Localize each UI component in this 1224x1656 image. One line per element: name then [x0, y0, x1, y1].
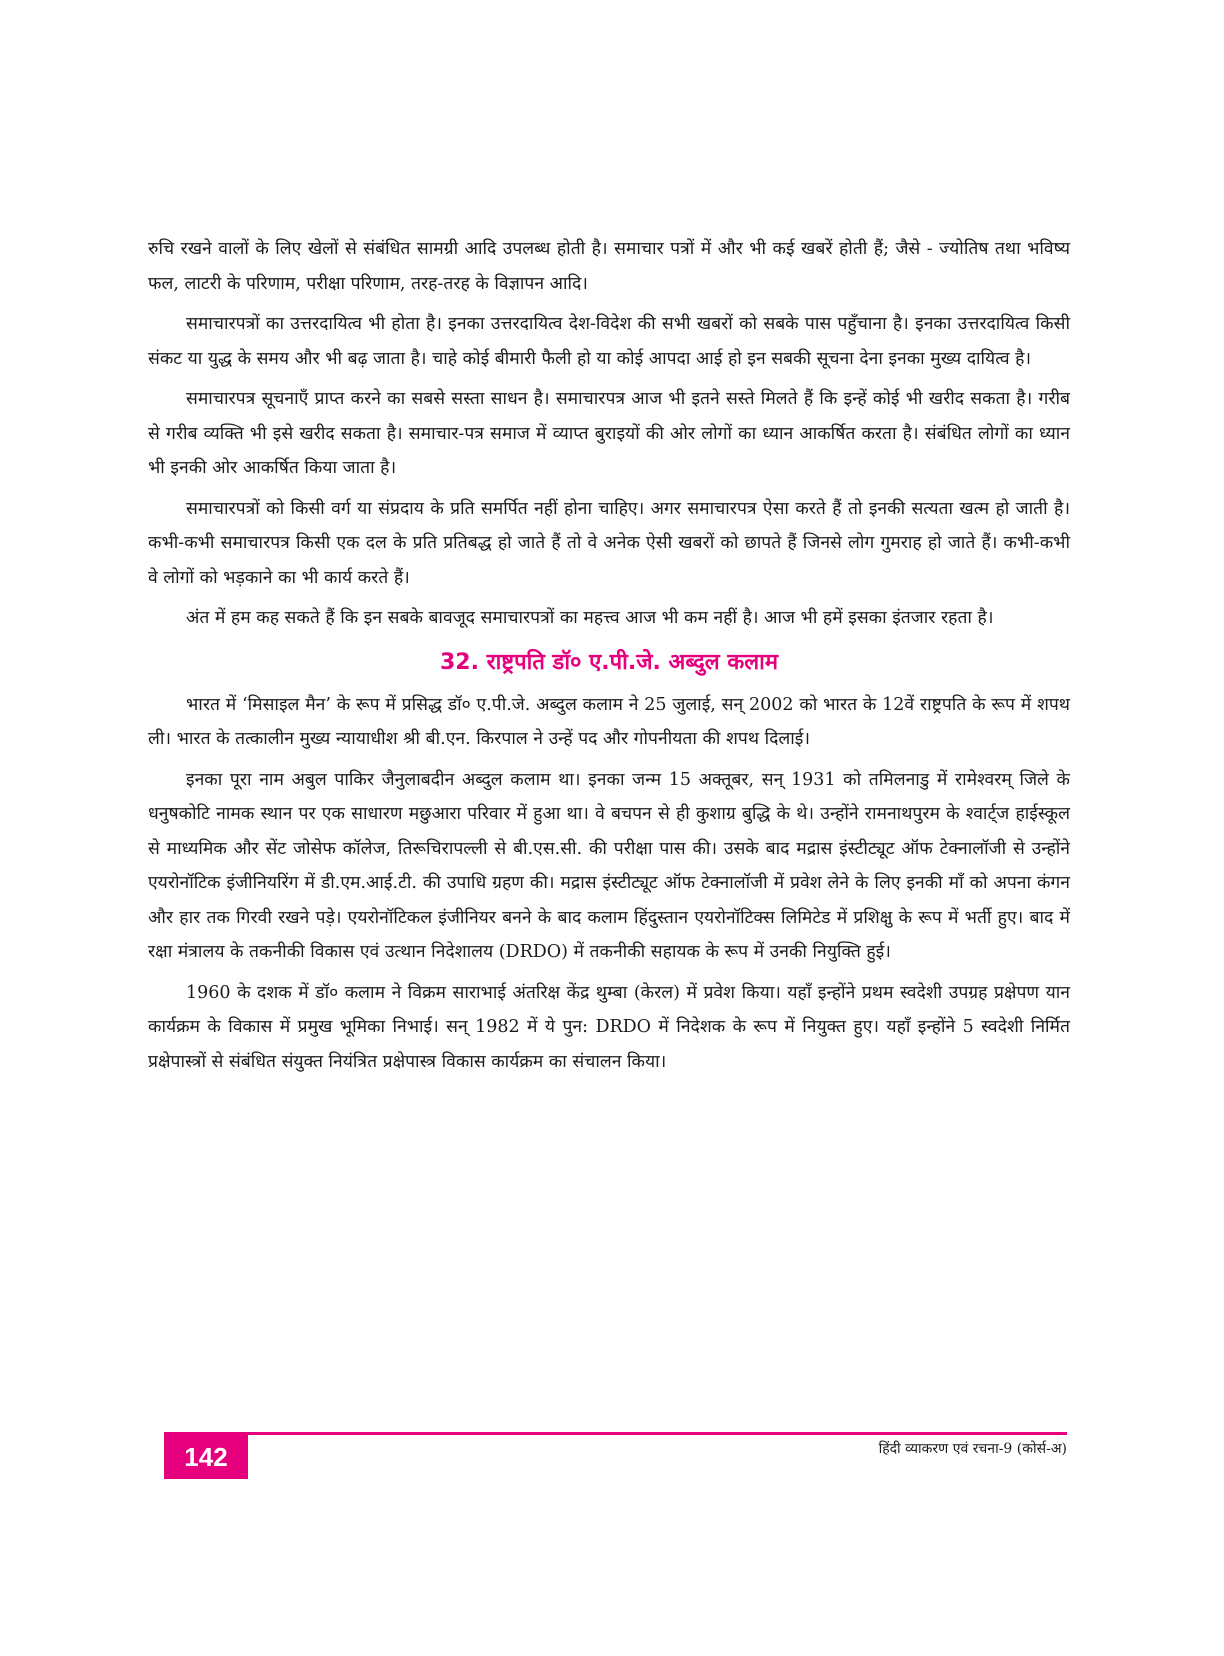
paragraph: 1960 के दशक में डॉ० कलाम ने विक्रम साराभाई अंतरिक्ष केंद्र थुम्बा (केरल) में प्रवेश किया। यहाँ इन्होंने प्रथम स्वदेशी उपग्रह प्रक्षेपण यान कार्यक्रम के विकास में प्रमुख भूमिका निभाई। सन् 1982 में ये पुन: DRDO में निदेशक के रूप में नियुक्त हुए। यहाँ इन्होंने 5 स्वदेशी निर्मित प्रक्षेपास्त्रों से संबंधित संयुक्त नियंत्रित प्रक्षेपास्त्र विकास कार्यक्रम का संचालन किया।	[148, 982, 1070, 1072]
paragraph: रुचि रखने वालों के लिए खेलों से संबंधित सामग्री आदि उपलब्ध होती है। समाचार पत्रों में और भी कई खबरें होती हैं; जैसे - ज्योतिष तथा भविष्य फल, लाटरी के परिणाम, परीक्षा परिणाम, तरह-तरह के विज्ञापन आदि।	[148, 239, 1070, 294]
paragraph: भारत में ‘मिसाइल मैन’ के रूप में प्रसिद्ध डॉ० ए.पी.जे. अब्दुल कलाम ने 25 जुलाई, सन् 2002 को भारत के 12वें राष्ट्रपति के रूप में शपथ ली। भारत के तत्कालीन मुख्य न्यायाधीश श्री बी.एन. किरपाल ने उन्हें पद और गोपनीयता की शपथ दिलाई।	[148, 694, 1070, 749]
paragraph: इनका पूरा नाम अबुल पाकिर जैनुलाबदीन अब्दुल कलाम था। इनका जन्म 15 अक्तूबर, सन् 1931 को तमिलनाडु में रामेश्वरम् जिले के धनुषकोटि नामक स्थान पर एक साधारण मछुआरा परिवार में हुआ था। वे बचपन से ही कुशाग्र बुद्धि के थे। उन्होंने रामनाथपुरम के श्वार्ट्ज हाईस्कूल से माध्यमिक और सेंट जोसेफ कॉलेज, तिरूचिरापल्ली से बी.एस.सी. की परीक्षा पास की। उसके बाद मद्रास इंस्टीट्यूट ऑफ टेक्नालॉजी से उन्होंने एयरोनॉटिक इंजीनियरिंग में डी.एम.आई.टी. की उपाधि ग्रहण की। मद्रास इंस्टीट्यूट ऑफ टेक्नालॉजी में प्रवेश लेने के लिए इनकी माँ को अपना कंगन और हार तक गिरवी रखने पड़े। एयरोनॉटिकल इंजीनियर बनने के बाद कलाम हिंदुस्तान एयरोनॉटिक्स लिमिटेड में प्रशिक्षु के रूप में भर्ती हुए। बाद में रक्षा मंत्रालय के तकनीकी विकास एवं उत्थान निदेशालय (DRDO) में तकनीकी सहायक के रूप में उनकी नियुक्ति हुई।	[148, 769, 1070, 962]
page-number: 142	[164, 1435, 248, 1479]
footer-rule	[164, 1432, 1067, 1435]
page-content	[148, 232, 1070, 1085]
paragraph: समाचारपत्रों को किसी वर्ग या संप्रदाय के प्रति समर्पित नहीं होना चाहिए। अगर समाचारपत्र ऐसा करते हैं तो इनकी सत्यता खत्म हो जाती है। कभी-कभी समाचारपत्र किसी एक दल के प्रति प्रतिबद्ध हो जाते हैं तो वे अनेक ऐसी खबरों को छापते हैं जिनसे लोग गुमराह हो जाते हैं। कभी-कभी वे लोगों को भड़काने का भी कार्य करते हैं।	[148, 498, 1070, 588]
paragraph: समाचारपत्रों का उत्तरदायित्व भी होता है। इनका उत्तरदायित्व देश-विदेश की सभी खबरों को सबके पास पहुँचाना है। इनका उत्तरदायित्व किसी संकट या युद्ध के समय और भी बढ़ जाता है। चाहे कोई बीमारी फैली हो या कोई आपदा आई हो इन सबकी सूचना देना इनका मुख्य दायित्व है।	[148, 314, 1070, 369]
book-title: हिंदी व्याकरण एवं रचना-9 (कोर्स-अ)	[878, 1441, 1067, 1457]
paragraph: समाचारपत्र सूचनाएँ प्राप्त करने का सबसे सस्ता साधन है। समाचारपत्र आज भी इतने सस्ते मिलते हैं कि इन्हें कोई भी खरीद सकता है। गरीब से गरीब व्यक्ति भी इसे खरीद सकता है। समाचार-पत्र समाज में व्याप्त बुराइयों की ओर लोगों का ध्यान आकर्षित करता है। संबंधित लोगों का ध्यान भी इनकी ओर आकर्षित किया जाता है।	[148, 389, 1070, 478]
paragraph: अंत में हम कह सकते हैं कि इन सबके बावजूद समाचारपत्रों का महत्त्व आज भी कम नहीं है। आज भी हमें इसका इंतजार रहता है।	[186, 608, 994, 628]
section-heading: 32. राष्ट्रपति डॉ० ए.पी.जे. अब्दुल कलाम	[439, 649, 779, 675]
